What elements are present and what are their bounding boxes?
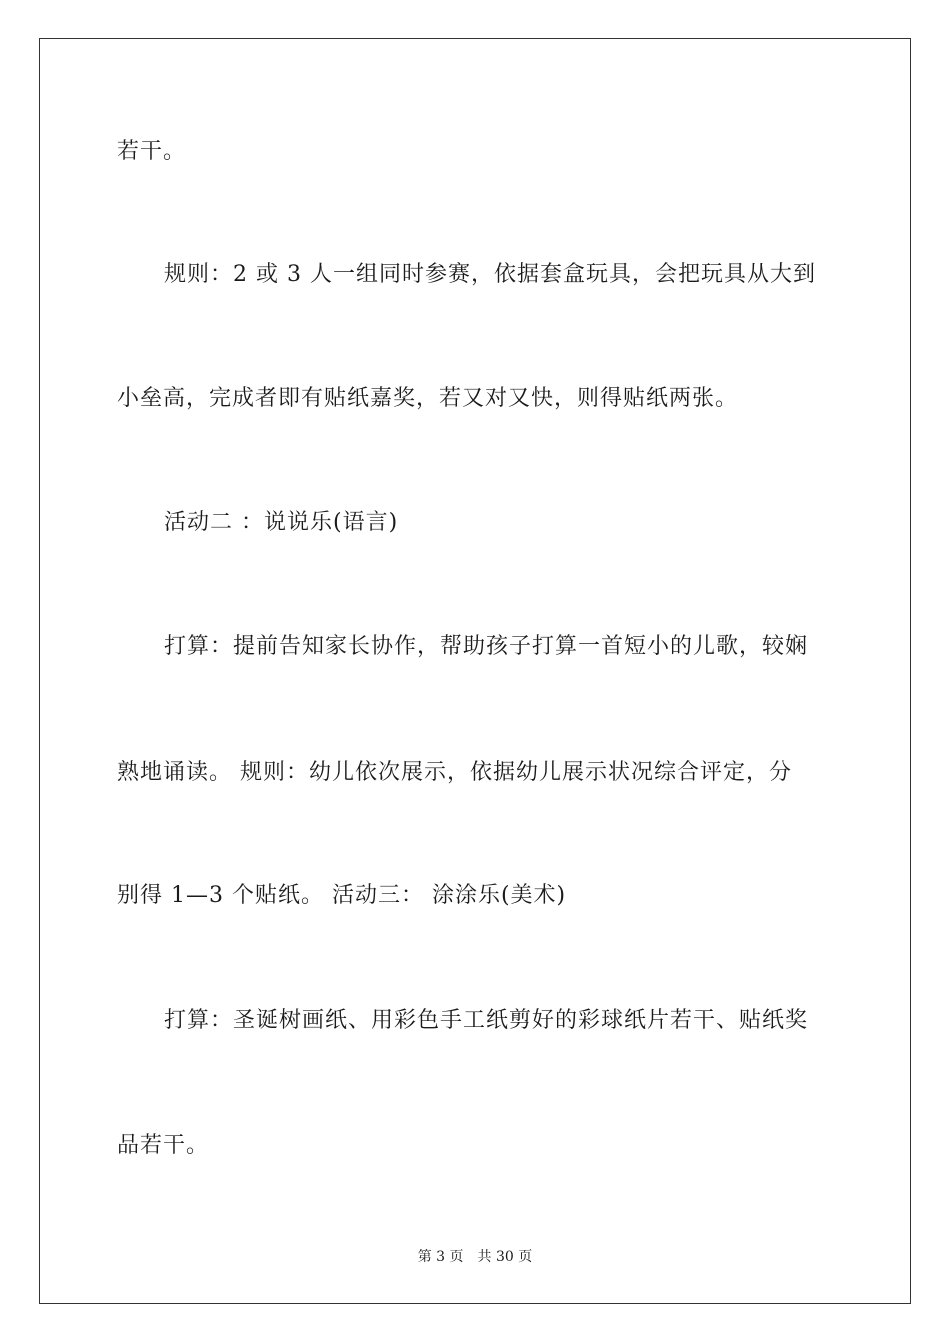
text-line-6: 熟地诵读。 规则：幼儿依次展示，依据幼儿展示状况综合评定，分 xyxy=(117,760,792,785)
page-border xyxy=(39,38,911,1304)
text-line-4-heading: 活动二 ：说说乐(语言) xyxy=(164,510,399,535)
page-footer xyxy=(0,1246,950,1266)
text-line-8: 打算：圣诞树画纸、用彩色手工纸剪好的彩球纸片若干、贴纸奖 xyxy=(164,1008,809,1033)
text-line-7: 别得 1—3 个贴纸。 活动三： 涂涂乐(美术) xyxy=(117,883,567,908)
text-line-5: 打算：提前告知家长协作，帮助孩子打算一首短小的儿歌，较娴 xyxy=(164,634,809,659)
page-total: 共 30 页 xyxy=(477,1249,533,1265)
text-line-2: 规则：2 或 3 人一组同时参赛，依据套盒玩具，会把玩具从大到 xyxy=(164,262,816,287)
text-line-3: 小垒高，完成者即有贴纸嘉奖，若又对又快，则得贴纸两张。 xyxy=(117,386,739,411)
text-line-9: 品若干。 xyxy=(117,1133,210,1158)
page-number: 第 3 页 xyxy=(417,1249,464,1265)
text-line-1: 若干。 xyxy=(117,139,187,164)
